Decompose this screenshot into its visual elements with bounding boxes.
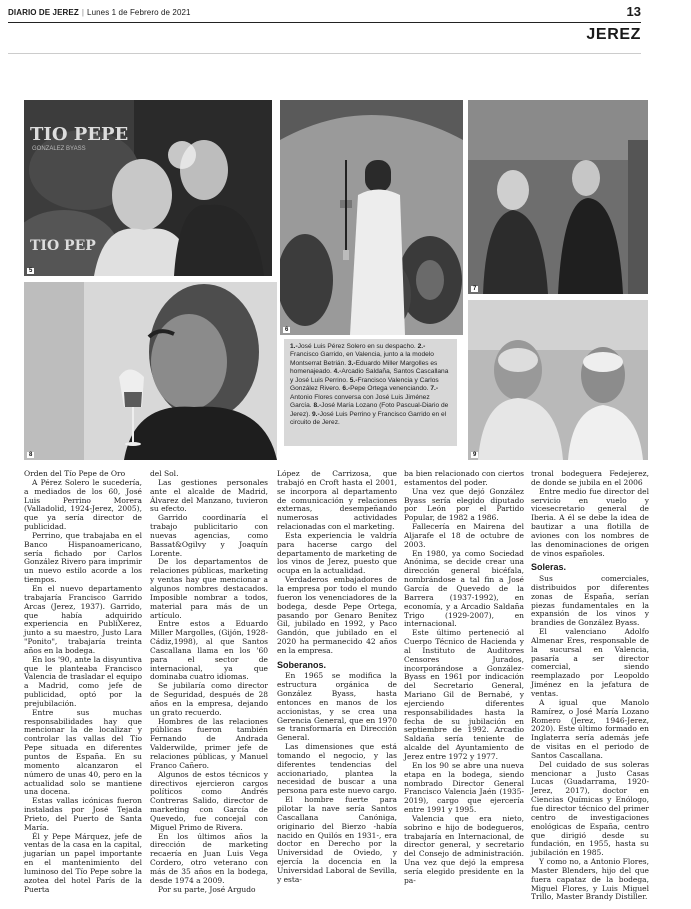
- photo-5-label: 5: [29, 268, 33, 274]
- caption-text: Francisco Valencia y Carlos González Rivero.: [290, 376, 439, 393]
- gonzalez-byass-text: GONZALEZ BYASS: [32, 146, 86, 152]
- paragraph: A Pérez Solero le sucedería, a mediados de los 60, José Luis Perrino Morera (Valladolid, 1924-Jerez, 2005), que ya sería director de publicidad.: [24, 477, 142, 532]
- photo-8: [24, 282, 277, 460]
- paragraph: Las dimensiones que está tomando el negocio, y las diferentes tendencias del accionariado, plantea la necesidad de buscar a una persona para este nuevo cargo.: [277, 742, 397, 796]
- caption-number: 1.-: [290, 343, 298, 350]
- article-column-4: [404, 470, 524, 886]
- photo-6-label: 6: [285, 327, 289, 333]
- photo-8-image: [24, 282, 277, 460]
- masthead: DIARIO DE JEREZ | Lunes 1 de Febrero de 2021: [8, 8, 191, 17]
- caption-number: 3.-: [347, 359, 356, 367]
- photo-5: [24, 100, 272, 276]
- paragraph: Hombres de las relaciones públicas fueron también Fernando de Andrada Valderwilde, primer jefe de relaciones públicas, y Manuel Franco Cañero.: [150, 716, 268, 770]
- caption-list: [290, 343, 451, 427]
- paragraph: Él y Pepe Márquez, jefe de ventas de la casa en la capital, jugarían un papel importante en el mantenimiento del luminoso del Tío Pepe sobre la azotea del hotel París de la Puerta: [24, 831, 142, 894]
- caption-text: José Luis Perrino y Francisco Garrido en el circuito de Jerez.: [290, 410, 447, 426]
- paragraph: Valencia que era nieto, sobrino e hijo de bodegueros, trabajaría en Internacional, de director general, y secretario del Consejo de administración. Una vez que dejó la empresa sería elegido presidente en la pa-: [404, 813, 524, 885]
- photo-9: [468, 300, 648, 460]
- paragraph: El valenciano Adolfo Almenar Eres, responsable de la sucursal en Valencia, pasaría a ser director comercial, siendo reemplazado por Leopoldo Jiménez en la jefatura de ventas.: [531, 627, 649, 699]
- article-column-1: [24, 470, 142, 895]
- paragraph: Entre estos a Eduardo Miller Margolles, (Gijón, 1928-Cádiz,1998), al que Santos Cascallana llama en los '60 para el sector de internacional, ya que dominaba cuatro idiomas.: [150, 619, 268, 682]
- section-title: JEREZ: [586, 26, 641, 43]
- paragraph: Sus comerciales, distribuidos por diferentes zonas de España, serían piezas fundamentales en la expansión de los vinos y brandies de González Byass.: [531, 574, 649, 628]
- caption-item: [342, 385, 430, 392]
- subheading: Soleras.: [531, 562, 567, 573]
- photo-9-image: [468, 300, 648, 460]
- caption-text: José María Lozano (Foto Pascual-Diario de Jerez).: [290, 402, 449, 418]
- paragraph: Por su parte, José Argudo: [158, 884, 256, 894]
- photo-7-image: [468, 100, 648, 294]
- photo-captions: [284, 339, 457, 446]
- paragraph: López de Carrizosa, que trabajó en Croft hasta el 2001, se incorpora al departamento de comunicación y relaciones externas, desempeñando numerosas actividades relacionadas con el marketing.: [277, 469, 397, 532]
- caption-text: Francisco Garrido, en Valencia, junto a la modelo Montserrat Betrián.: [290, 351, 434, 367]
- paragraph: El hombre fuerte para pilotar la nave sería Santos Cascallana Canóniga, originario del Bierzo -había nacido en Quilós en 1931-, era doctor en Derecho por la Universidad de Oviedo, y ejercía la docencia en la Universidad Laboral de Sevilla, y esta-: [277, 795, 397, 884]
- photo-9-label: 9: [473, 452, 477, 458]
- paragraph: Este último perteneció al Cuerpo Técnico de Hacienda y al Instituto de Auditores Censores Jurados, incorporándose a González-Byass en 1961 por indicación del Secretario General, Mariano Gil de Bernabé, y ejerciendo diferentes responsabilidades hasta la fecha de su jubilación en septiembre de 1992. Arcadio Saldaña sería teniente de alcalde del Ayuntamiento de Jerez entre 1972 y 1977.: [404, 628, 524, 761]
- photo-6-image: [280, 100, 463, 335]
- paragraph: Fallecería en Mairena del Aljarafe el 18 de octubre de 2003.: [404, 522, 524, 549]
- caption-number: 8.-: [313, 402, 322, 410]
- paragraph: En el nuevo departamento trabajaría Francisco Garrido Arcas (Jerez, 1937). Garrido, que había adquirido experiencia en PubliXerez, junto a su maestro, Justo Lara "Ponito", trabajaría treinta años en la bodega.: [24, 583, 142, 655]
- paragraph: De los departamentos de relaciones públicas, marketing y ventas hay que mencionar a algunos nombres destacados. Imposible nombrar a todos, material para más de un artículo.: [150, 557, 268, 620]
- article-column-2: [150, 470, 268, 895]
- paragraph: Esta experiencia le valdría para hacerse cargo del departamento de marketing de los vinos de Jerez, puesto que ocupa en la actualidad.: [277, 530, 397, 576]
- article-column-5: [531, 470, 649, 902]
- caption-number: 7.-: [430, 385, 439, 393]
- paragraph: Entre sus muchas responsabilidades hay que mencionar la de localizar y controlar las vallas del Tío Pepe situada en diferentes puntos de España. En su momento alcanzaron el número de unas 40, pero en la actualidad solo se mantiene una docena.: [24, 707, 142, 797]
- paragraph: Perrino, que trabajaba en el Banco Hispanoamericano, sería fichado por Carlos González Rivero para imprimir un nuevo estilo acorde a los tiempos.: [24, 530, 142, 585]
- paragraph: A igual que Manolo Ramírez, o José María Lozano Romero (Jerez, 1946-Jerez, 2020). Este último formado en Inglaterra sería además jefe de visitas en el periodo de Santos Cascallana.: [531, 697, 649, 760]
- paragraph: En 1965 se modifica la estructura orgánica de González Byass, hasta entonces en manos de los accionistas, y se crea una Gerencia General, que en 1970 se transformaría en Dirección General.: [277, 671, 397, 743]
- tio-pep-barrel-text: TIO PEP: [30, 238, 96, 254]
- caption-text: Pepe Ortega venenciando.: [350, 385, 431, 393]
- caption-number: 5.-: [349, 376, 358, 384]
- caption-text: Eduardo Miller Margolles es homenajeado.: [290, 359, 438, 376]
- paragraph: Orden del Tío Pepe de Oro: [24, 469, 126, 478]
- caption-item: [290, 411, 446, 426]
- header-divider: [8, 22, 641, 23]
- tio-pepe-sign: TIO PEPE: [30, 124, 129, 145]
- paragraph: En 1980, ya como Sociedad Anónima, se decide crear una dirección general bicéfala, nombrándose a tal fin a José García de Quevedo de la Barrera (1937-1992), en economía, y a Arcadio Saldaña Trigo (1929-2007), en internacional.: [404, 548, 524, 629]
- caption-text: José Luis Pérez Solero en su despacho.: [297, 343, 418, 350]
- paragraph: Del cuidado de sus soleras mencionar a Justo Casas Lucas (Guadarrama, 1920-Jerez, 2017), doctor en Ciencias Químicas y Enólogo, fue director técnico del primer centro de investigaciones enológicas de España, centro que dirigió desde su fundación, en 1955, hasta su jubilación en 1985.: [531, 759, 649, 858]
- photo-6: [280, 100, 463, 335]
- caption-text: Arcadio Saldaña, Santos Cascallana y José Luis Perrino.: [290, 368, 449, 384]
- caption-number: 6.-: [342, 385, 351, 393]
- caption-item: [290, 343, 418, 350]
- paragraph: Garrido coordinaría el trabajo publicitario con nuevas agencias, como Bassat&Ogilvy y Joaquín Lorente.: [150, 513, 268, 558]
- paragraph: En los '90, ante la disyuntiva que le planteaba Francisco Valencia de trasladar el equipo a Madrid, como jefe de publicidad, optó por la prejubilación.: [24, 654, 142, 708]
- photo-8-label: 8: [29, 452, 33, 458]
- paragraph: ba bien relacionado con ciertos estamentos del poder.: [404, 469, 524, 487]
- caption-number: 2.-: [417, 343, 426, 350]
- caption-text: Antonio Flores conversa con José Luis Jiménez García.: [290, 393, 430, 410]
- paragraph: En los 90 se abre una nueva etapa en la bodega, siendo nombrado Director General Francisco Valencia Jaén (1935-2019), cargo que ejercería entre 1991 y 1995.: [404, 760, 524, 815]
- paper-name: DIARIO DE JEREZ: [8, 8, 79, 17]
- issue-date: Lunes 1 de Febrero de 2021: [87, 8, 191, 17]
- paragraph: Algunos de estos técnicos y directivos ejercieron cargos políticos como Andrés Contreras Salido, director de marketing con García de Quevedo, fue concejal con Miguel Primo de Rivera.: [150, 769, 268, 832]
- paragraph: Entre medio fue director del servicio en vuelo y vicesecretario general de Iberia. A él se debe la idea de bautizar a una flotilla de aviones con los nombres de las denominaciones de origen de vinos españoles.: [531, 486, 649, 558]
- photo-7-label: 7: [473, 286, 477, 292]
- article-column-3: [277, 470, 397, 885]
- paragraph: Una vez que dejó González Byass sería elegido diputado por León por el Partido Popular, de 1982 a 1986.: [404, 486, 524, 523]
- subheading: Soberanos.: [277, 659, 327, 670]
- caption-number: 4.-: [333, 368, 342, 376]
- paragraph: Estas vallas icónicas fueron instaladas por José Tejada Prieto, del Puerto de Santa María.: [24, 796, 142, 832]
- section-divider: [8, 53, 641, 54]
- photo-7: [468, 100, 648, 294]
- paragraph: Y como no, a Antonio Flores, Master Blenders, hijo del que fuera capataz de la bodega, Miguel Flores, y Luis Miguel Trillo, Master Brandy Distiller.: [531, 857, 649, 902]
- caption-number: 9.-: [311, 410, 320, 418]
- paragraph: En los últimos años la dirección de marketing recaería en Juan Luis Vega Cordero, otro veterano con más de 35 años en la bodega, desde 1974 a 2009.: [150, 831, 268, 885]
- paragraph: del Sol.: [150, 469, 179, 478]
- paragraph: Verdaderos embajadores de la empresa por todo el mundo fueron los venenciadores de la bodega, desde Pepe Ortega, pasando por Genaro Benítez Gil, jubilado en 1992, y Paco Gandón, que jubilado en el 2020 ha permanecido 42 años en la empresa.: [277, 575, 397, 655]
- paragraph: Se jubilaría como director de Seguridad, después de 28 años en la empresa, dejando un grato recuerdo.: [150, 681, 268, 717]
- paragraph: tronal bodeguera Fedejerez, de donde se jubila en el 2006: [531, 469, 649, 487]
- page-number: 13: [626, 4, 641, 19]
- photo-5-image: [24, 100, 272, 276]
- paragraph: Las gestiones personales ante el alcalde de Madrid, Álvarez del Manzano, tuvieron su efecto.: [150, 477, 268, 514]
